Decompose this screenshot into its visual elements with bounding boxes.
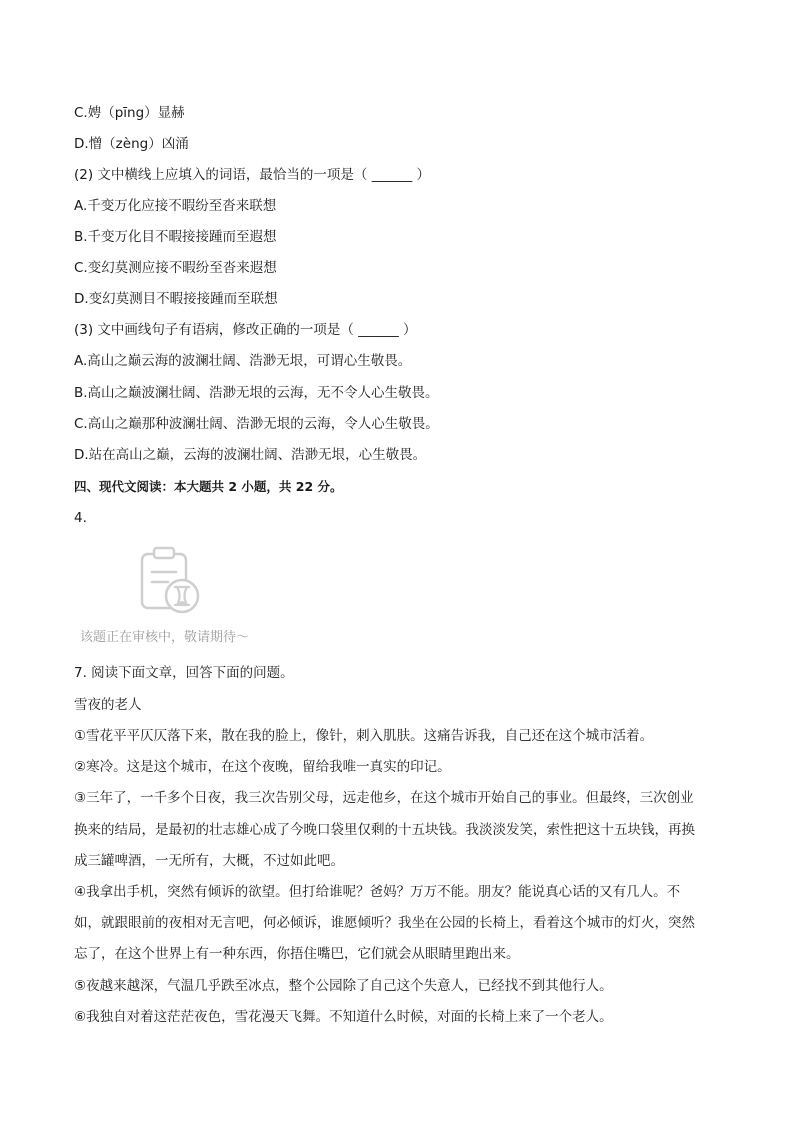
q3-option-a: A.高山之巅云海的波澜壮阔、浩渺无垠，可谓心生敬畏。 xyxy=(74,353,412,369)
pending-review-text: 该题正在审核中，敬请期待～ xyxy=(80,630,250,645)
article-line: 成三罐啤酒，一无所有，大概，不过如此吧。 xyxy=(74,853,344,869)
section-heading: 四、现代文阅读：本大题共 2 小题，共 22 分。 xyxy=(74,479,343,494)
q2-stem: (2) 文中横线上应填入的词语，最恰当的一项是（ ______ ） xyxy=(74,167,430,183)
q3-option-b: B.高山之巅波澜壮阔、浩渺无垠的云海，无不令人心生敬畏。 xyxy=(74,385,439,401)
article-line: ①雪花平平仄仄落下来，散在我的脸上，像针，刺入肌肤。这痛告诉我，自己还在这个城市活着。 xyxy=(74,728,654,744)
article-line: ④我拿出手机，突然有倾诉的欲望。但打给谁呢？爸妈？万万不能。朋友？能说真心话的又有几人。不 xyxy=(74,884,681,900)
q2-option-b: B.千变万化目不暇接接踵而至遐想 xyxy=(74,229,277,245)
q7-instruction: 7. 阅读下面文章，回答下面的问题。 xyxy=(74,665,294,681)
q1-option-d: D.憎（zèng）凶涌 xyxy=(74,136,189,152)
pending-review-placeholder xyxy=(78,544,278,644)
article-line: ⑤夜越来越深，气温几乎跌至冰点，整个公园除了自己这个失意人，已经找不到其他行人。 xyxy=(74,978,613,994)
article-line: 如，就跟眼前的夜相对无言吧，何必倾诉，谁愿倾听？我坐在公园的长椅上，看着这个城市的灯火，突然 xyxy=(74,915,695,931)
article-line: ③三年了，一千多个日夜，我三次告别父母，远走他乡，在这个城市开始自己的事业。但最终，三次创业 xyxy=(74,790,694,806)
q3-stem: (3) 文中画线句子有语病，修改正确的一项是（ ______ ） xyxy=(74,322,417,338)
q1-option-c: C.娉（pīng）显赫 xyxy=(74,105,185,121)
clipboard-hourglass-icon xyxy=(138,544,208,620)
article-line: ⑥我独自对着这茫茫夜色，雪花漫天飞舞。不知道什么时候，对面的长椅上来了一个老人。 xyxy=(74,1009,613,1025)
q3-option-d: D.站在高山之巅，云海的波澜壮阔、浩渺无垠，心生敬畏。 xyxy=(74,447,427,463)
article-line: 忘了，在这个世界上有一种东西，你捂住嘴巴，它们就会从眼睛里跑出来。 xyxy=(74,946,520,962)
q3-option-c: C.高山之巅那种波澜壮阔、浩渺无垠的云海，令人心生敬畏。 xyxy=(74,416,439,432)
article-title: 雪夜的老人 xyxy=(74,697,142,713)
q2-option-d: D.变幻莫测目不暇接接踵而至联想 xyxy=(74,291,278,307)
article-line: 换来的结局，是最初的壮志雄心成了今晚口袋里仅剩的十五块钱。我淡淡发笑，索性把这十五块钱，再换 xyxy=(74,822,695,838)
article-line: ②寒冷。这是这个城市，在这个夜晚，留给我唯一真实的印记。 xyxy=(74,759,451,775)
question-number: 4. xyxy=(74,510,87,526)
q2-option-c: C.变幻莫测应接不暇纷至沓来遐想 xyxy=(74,260,277,276)
q2-option-a: A.千变万化应接不暇纷至沓来联想 xyxy=(74,198,277,214)
